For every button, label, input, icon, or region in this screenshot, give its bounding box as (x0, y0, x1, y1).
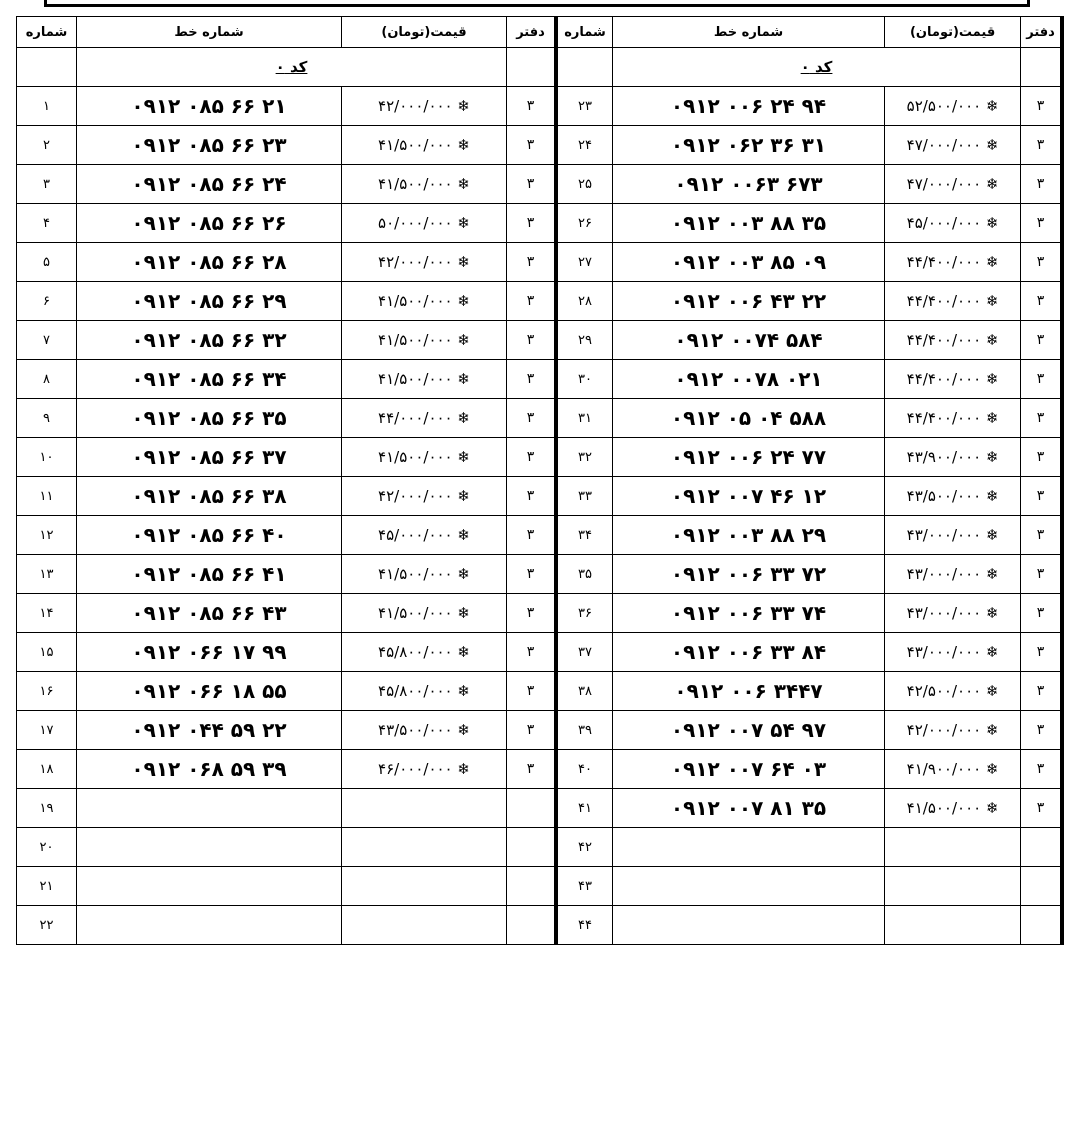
price: ۴۲/۰۰۰/۰۰۰ ❄ (885, 711, 1021, 750)
table-row (17, 594, 555, 633)
code-label: کد ۰ (77, 48, 507, 87)
phone-number: ۰۹۱۲ ۰۸۵ ۶۶ ۳۷ (77, 438, 342, 477)
phone-number: ۰۹۱۲ ۰۶۸ ۵۹ ۳۹ (77, 750, 342, 789)
book-number: ۳ (507, 399, 555, 438)
phone-number (612, 828, 884, 867)
right-table-half (554, 16, 1064, 945)
book-number: ۳ (1021, 750, 1062, 789)
row-index: ۳۸ (556, 672, 612, 711)
table-row (556, 711, 1062, 750)
code-label: کد ۰ (612, 48, 1020, 87)
phone-number: ۰۹۱۲ ۰۸۵ ۶۶ ۴۱ (77, 555, 342, 594)
row-index: ۱۴ (17, 594, 77, 633)
table-row (556, 555, 1062, 594)
row-index: ۱۰ (17, 438, 77, 477)
header-price: قیمت(تومان) (885, 17, 1021, 48)
row-index: ۴۰ (556, 750, 612, 789)
phone-number: ۰۹۱۲ ۰۸۵ ۶۶ ۳۲ (77, 321, 342, 360)
row-index: ۲۲ (17, 906, 77, 945)
table-row (17, 867, 555, 906)
table-row (17, 126, 555, 165)
phone-number: ۰۹۱۲ ۰۰۶ ۲۴ ۷۷ (612, 438, 884, 477)
table-row (556, 204, 1062, 243)
row-index: ۳۶ (556, 594, 612, 633)
book-number: ۳ (1021, 711, 1062, 750)
header-book: دفتر (507, 17, 555, 48)
price: ۴۴/۴۰۰/۰۰۰ ❄ (885, 399, 1021, 438)
phone-number: ۰۹۱۲ ۰۰۳ ۸۵ ۰۹ (612, 243, 884, 282)
table-row (556, 672, 1062, 711)
row-index: ۴ (17, 204, 77, 243)
price (342, 789, 507, 828)
price: ۴۱/۵۰۰/۰۰۰ ❄ (342, 555, 507, 594)
phone-number: ۰۹۱۲ ۰۸۵ ۶۶ ۳۸ (77, 477, 342, 516)
row-index: ۱۲ (17, 516, 77, 555)
row-index: ۱۱ (17, 477, 77, 516)
book-number: ۳ (1021, 165, 1062, 204)
header-line: شماره خط (77, 17, 342, 48)
phone-number (612, 906, 884, 945)
price: ۴۵/۰۰۰/۰۰۰ ❄ (885, 204, 1021, 243)
table-row (556, 594, 1062, 633)
table-row (17, 87, 555, 126)
top-frame (44, 0, 1030, 7)
phone-number: ۰۹۱۲ ۰۰۷ ۶۴ ۰۳ (612, 750, 884, 789)
phone-number (77, 906, 342, 945)
book-number (507, 789, 555, 828)
book-number (507, 828, 555, 867)
price (342, 867, 507, 906)
row-index: ۲۳ (556, 87, 612, 126)
row-index: ۴۴ (556, 906, 612, 945)
table-row (556, 321, 1062, 360)
table-row (17, 906, 555, 945)
price: ۴۵/۸۰۰/۰۰۰ ❄ (342, 672, 507, 711)
book-number: ۳ (507, 477, 555, 516)
table-row (17, 360, 555, 399)
price: ۵۲/۵۰۰/۰۰۰ ❄ (885, 87, 1021, 126)
book-number: ۳ (1021, 516, 1062, 555)
price: ۴۱/۵۰۰/۰۰۰ ❄ (885, 789, 1021, 828)
table-row (556, 87, 1062, 126)
price: ۴۴/۴۰۰/۰۰۰ ❄ (885, 282, 1021, 321)
book-number: ۳ (1021, 477, 1062, 516)
book-number (507, 867, 555, 906)
row-index: ۷ (17, 321, 77, 360)
price: ۴۴/۰۰۰/۰۰۰ ❄ (342, 399, 507, 438)
header-book: دفتر (1021, 17, 1062, 48)
book-number: ۳ (1021, 243, 1062, 282)
book-number: ۳ (1021, 594, 1062, 633)
book-number: ۳ (507, 672, 555, 711)
phone-number: ۰۹۱۲ ۰۶۶ ۱۷ ۹۹ (77, 633, 342, 672)
table-row (17, 477, 555, 516)
phone-number: ۰۹۱۲ ۰۴۴ ۵۹ ۲۲ (77, 711, 342, 750)
price: ۴۱/۵۰۰/۰۰۰ ❄ (342, 594, 507, 633)
row-index: ۱۹ (17, 789, 77, 828)
price: ۴۳/۵۰۰/۰۰۰ ❄ (885, 477, 1021, 516)
book-number (507, 906, 555, 945)
row-index: ۳۲ (556, 438, 612, 477)
phone-number: ۰۹۱۲ ۰۸۵ ۶۶ ۴۰ (77, 516, 342, 555)
book-number: ۳ (1021, 360, 1062, 399)
phone-number: ۰۹۱۲ ۰۰۶ ۳۳ ۸۴ (612, 633, 884, 672)
row-index: ۴۱ (556, 789, 612, 828)
book-number: ۳ (507, 321, 555, 360)
row-index: ۶ (17, 282, 77, 321)
price (342, 828, 507, 867)
price: ۴۱/۹۰۰/۰۰۰ ❄ (885, 750, 1021, 789)
phone-number: ۰۹۱۲ ۰۸۵ ۶۶ ۳۴ (77, 360, 342, 399)
table-row (556, 828, 1062, 867)
phone-number: ۰۹۱۲ ۰۰۷ ۴۶ ۱۲ (612, 477, 884, 516)
row-index: ۲۹ (556, 321, 612, 360)
phone-number: ۰۹۱۲ ۰۰۷۸ ۰۲۱ (612, 360, 884, 399)
row-index: ۱۷ (17, 711, 77, 750)
phone-number: ۰۹۱۲ ۰۰۶۳ ۶۷۳ (612, 165, 884, 204)
phone-number: ۰۹۱۲ ۰۰۷۴ ۵۸۴ (612, 321, 884, 360)
row-index: ۲۵ (556, 165, 612, 204)
right-table (554, 16, 1064, 945)
table-row (556, 243, 1062, 282)
table-row (556, 516, 1062, 555)
book-number: ۳ (1021, 672, 1062, 711)
price: ۴۳/۰۰۰/۰۰۰ ❄ (885, 516, 1021, 555)
book-number: ۳ (1021, 633, 1062, 672)
table-row (17, 516, 555, 555)
book-number: ۳ (507, 516, 555, 555)
book-number: ۳ (507, 633, 555, 672)
book-number: ۳ (1021, 321, 1062, 360)
phone-number: ۰۹۱۲ ۰۸۵ ۶۶ ۲۹ (77, 282, 342, 321)
row-index: ۲۱ (17, 867, 77, 906)
book-number: ۳ (507, 282, 555, 321)
row-index: ۹ (17, 399, 77, 438)
phone-number (612, 867, 884, 906)
price: ۴۵/۰۰۰/۰۰۰ ❄ (342, 516, 507, 555)
row-index: ۲۸ (556, 282, 612, 321)
table-row (556, 399, 1062, 438)
row-index: ۳۳ (556, 477, 612, 516)
phone-number: ۰۹۱۲ ۰۰۳ ۸۸ ۲۹ (612, 516, 884, 555)
price (885, 828, 1021, 867)
book-number (1021, 828, 1062, 867)
price: ۴۲/۰۰۰/۰۰۰ ❄ (342, 243, 507, 282)
price: ۴۵/۸۰۰/۰۰۰ ❄ (342, 633, 507, 672)
price: ۴۱/۵۰۰/۰۰۰ ❄ (342, 360, 507, 399)
left-table (16, 16, 555, 945)
price: ۴۴/۴۰۰/۰۰۰ ❄ (885, 243, 1021, 282)
row-index: ۲۰ (17, 828, 77, 867)
phone-number: ۰۹۱۲ ۰۰۷ ۵۴ ۹۷ (612, 711, 884, 750)
price: ۴۱/۵۰۰/۰۰۰ ❄ (342, 321, 507, 360)
table-row (556, 789, 1062, 828)
row-index: ۸ (17, 360, 77, 399)
phone-number: ۰۹۱۲ ۰۸۵ ۶۶ ۲۸ (77, 243, 342, 282)
row-index: ۴۳ (556, 867, 612, 906)
phone-number: ۰۹۱۲ ۰۰۶ ۳۴۴۷ (612, 672, 884, 711)
table-row (17, 204, 555, 243)
table-row (556, 360, 1062, 399)
price: ۴۱/۵۰۰/۰۰۰ ❄ (342, 126, 507, 165)
phone-number (77, 789, 342, 828)
table-row (556, 750, 1062, 789)
book-number: ۳ (507, 87, 555, 126)
phone-number: ۰۹۱۲ ۰۶۶ ۱۸ ۵۵ (77, 672, 342, 711)
price: ۴۴/۴۰۰/۰۰۰ ❄ (885, 321, 1021, 360)
price (885, 906, 1021, 945)
book-number: ۳ (507, 360, 555, 399)
left-table-half (16, 16, 554, 945)
price: ۴۱/۵۰۰/۰۰۰ ❄ (342, 282, 507, 321)
book-number: ۳ (507, 165, 555, 204)
price: ۴۷/۰۰۰/۰۰۰ ❄ (885, 165, 1021, 204)
row-index: ۳۰ (556, 360, 612, 399)
row-index: ۲۴ (556, 126, 612, 165)
row-index: ۱ (17, 87, 77, 126)
row-index: ۳۴ (556, 516, 612, 555)
price: ۴۳/۵۰۰/۰۰۰ ❄ (342, 711, 507, 750)
header-index: شماره (17, 17, 77, 48)
phone-number: ۰۹۱۲ ۰۸۵ ۶۶ ۳۵ (77, 399, 342, 438)
price: ۴۲/۵۰۰/۰۰۰ ❄ (885, 672, 1021, 711)
table-row (17, 633, 555, 672)
book-number: ۳ (507, 438, 555, 477)
book-number: ۳ (507, 126, 555, 165)
book-number: ۳ (507, 594, 555, 633)
price (342, 906, 507, 945)
row-index: ۱۶ (17, 672, 77, 711)
table-row (556, 282, 1062, 321)
table-row (17, 750, 555, 789)
row-index: ۲۷ (556, 243, 612, 282)
phone-number: ۰۹۱۲ ۰۸۵ ۶۶ ۲۳ (77, 126, 342, 165)
price: ۴۳/۹۰۰/۰۰۰ ❄ (885, 438, 1021, 477)
book-number: ۳ (1021, 282, 1062, 321)
phone-number (77, 828, 342, 867)
price: ۴۳/۰۰۰/۰۰۰ ❄ (885, 594, 1021, 633)
row-index: ۱۸ (17, 750, 77, 789)
price: ۴۳/۰۰۰/۰۰۰ ❄ (885, 633, 1021, 672)
row-index: ۳۵ (556, 555, 612, 594)
table-row (17, 555, 555, 594)
price: ۴۴/۴۰۰/۰۰۰ ❄ (885, 360, 1021, 399)
phone-number: ۰۹۱۲ ۰۵ ۰۴ ۵۸۸ (612, 399, 884, 438)
table-row (17, 165, 555, 204)
book-number (1021, 867, 1062, 906)
header-price: قیمت(تومان) (342, 17, 507, 48)
book-number: ۳ (1021, 555, 1062, 594)
table-row (17, 711, 555, 750)
book-number: ۳ (507, 243, 555, 282)
price: ۴۶/۰۰۰/۰۰۰ ❄ (342, 750, 507, 789)
row-index: ۴۲ (556, 828, 612, 867)
phone-number: ۰۹۱۲ ۰۰۶ ۳۳ ۷۲ (612, 555, 884, 594)
phone-number: ۰۹۱۲ ۰۰۶ ۳۳ ۷۴ (612, 594, 884, 633)
header-line: شماره خط (612, 17, 884, 48)
book-number: ۳ (507, 204, 555, 243)
price: ۴۲/۰۰۰/۰۰۰ ❄ (342, 477, 507, 516)
book-number: ۳ (507, 711, 555, 750)
book-number: ۳ (1021, 87, 1062, 126)
table-row (17, 789, 555, 828)
table-row (17, 438, 555, 477)
price: ۴۷/۰۰۰/۰۰۰ ❄ (885, 126, 1021, 165)
price: ۵۰/۰۰۰/۰۰۰ ❄ (342, 204, 507, 243)
phone-number: ۰۹۱۲ ۰۶۲ ۳۶ ۳۱ (612, 126, 884, 165)
phone-number (77, 867, 342, 906)
row-index: ۲ (17, 126, 77, 165)
header-index: شماره (556, 17, 612, 48)
book-number: ۳ (1021, 126, 1062, 165)
row-index: ۵ (17, 243, 77, 282)
table-row (556, 165, 1062, 204)
book-number: ۳ (1021, 438, 1062, 477)
table-row (556, 906, 1062, 945)
row-index: ۲۶ (556, 204, 612, 243)
table-row (17, 321, 555, 360)
row-index: ۳۹ (556, 711, 612, 750)
price: ۴۱/۵۰۰/۰۰۰ ❄ (342, 438, 507, 477)
row-index: ۳ (17, 165, 77, 204)
table-row (17, 672, 555, 711)
table-row (556, 126, 1062, 165)
table-row (556, 633, 1062, 672)
phone-number: ۰۹۱۲ ۰۰۷ ۸۱ ۳۵ (612, 789, 884, 828)
phone-number: ۰۹۱۲ ۰۸۵ ۶۶ ۲۴ (77, 165, 342, 204)
price: ۴۱/۵۰۰/۰۰۰ ❄ (342, 165, 507, 204)
table-row (17, 243, 555, 282)
book-number: ۳ (507, 555, 555, 594)
table-row (556, 477, 1062, 516)
price: ۴۳/۰۰۰/۰۰۰ ❄ (885, 555, 1021, 594)
row-index: ۱۵ (17, 633, 77, 672)
row-index: ۱۳ (17, 555, 77, 594)
phone-number: ۰۹۱۲ ۰۸۵ ۶۶ ۲۶ (77, 204, 342, 243)
table-row (556, 438, 1062, 477)
row-index: ۳۷ (556, 633, 612, 672)
book-number (1021, 906, 1062, 945)
book-number: ۳ (1021, 399, 1062, 438)
book-number: ۳ (1021, 789, 1062, 828)
phone-number: ۰۹۱۲ ۰۰۶ ۴۳ ۲۲ (612, 282, 884, 321)
price: ۴۲/۰۰۰/۰۰۰ ❄ (342, 87, 507, 126)
phone-number: ۰۹۱۲ ۰۸۵ ۶۶ ۴۳ (77, 594, 342, 633)
table-row (17, 399, 555, 438)
table-row (556, 867, 1062, 906)
book-number: ۳ (507, 750, 555, 789)
book-number: ۳ (1021, 204, 1062, 243)
row-index: ۳۱ (556, 399, 612, 438)
phone-number: ۰۹۱۲ ۰۰۶ ۲۴ ۹۴ (612, 87, 884, 126)
table-row (17, 282, 555, 321)
phone-number: ۰۹۱۲ ۰۸۵ ۶۶ ۲۱ (77, 87, 342, 126)
price (885, 867, 1021, 906)
table-row (17, 828, 555, 867)
phone-number: ۰۹۱۲ ۰۰۳ ۸۸ ۳۵ (612, 204, 884, 243)
